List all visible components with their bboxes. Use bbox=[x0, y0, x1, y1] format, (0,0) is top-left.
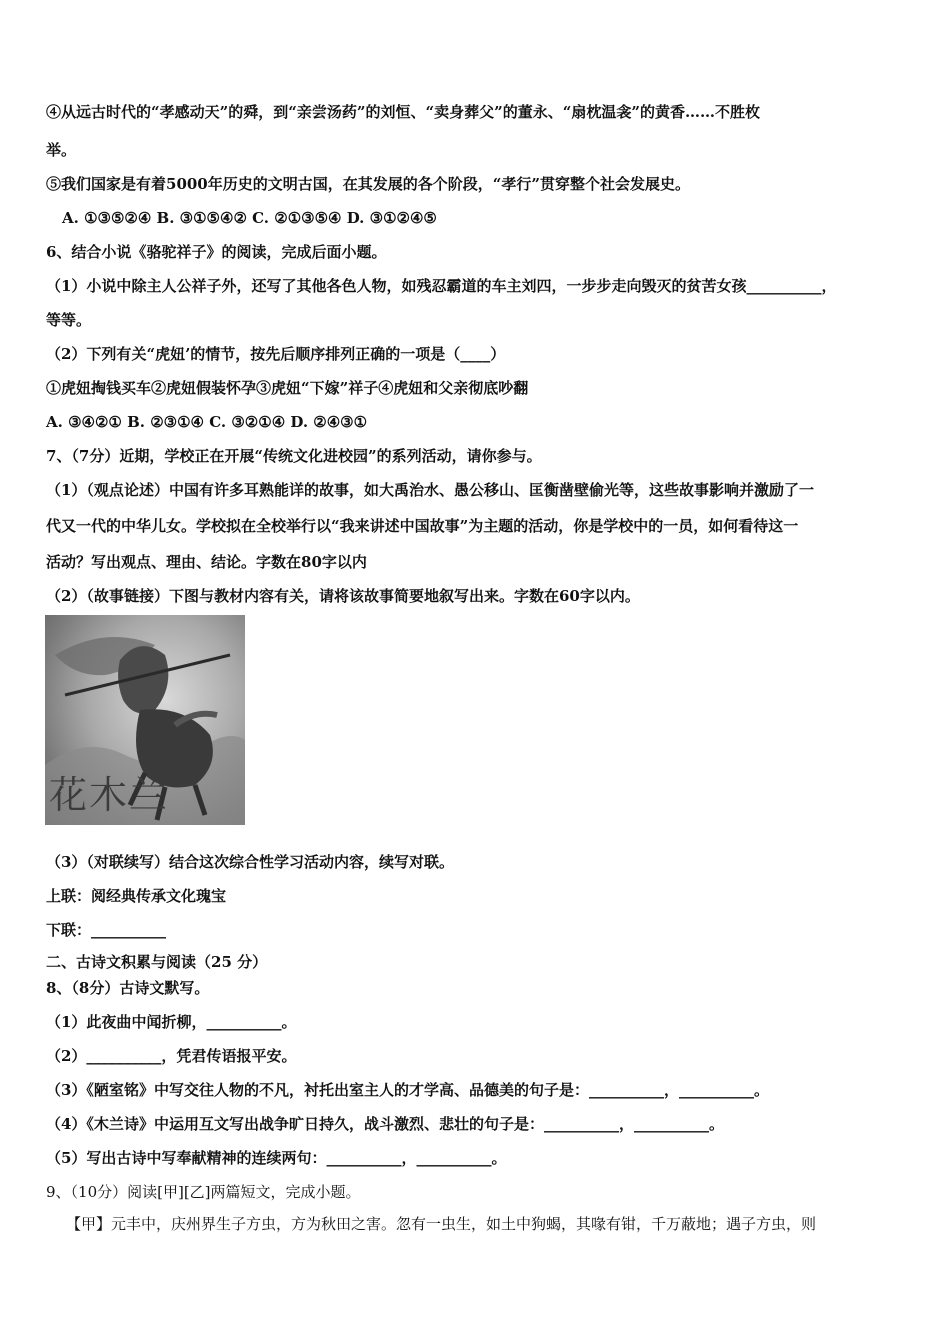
q6-title: 6、结合小说《骆驼祥子》的阅读，完成后面小题。 bbox=[46, 243, 387, 261]
q8-2: （2）__________，凭君传语报平安。 bbox=[46, 1047, 297, 1065]
q8-3: （3）《陋室铭》中写交往人物的不凡，衬托出室主人的才学高、品德美的句子是：__________，__________。 bbox=[46, 1081, 769, 1099]
q7-title: 7、（7分）近期，学校正在开展“传统文化进校园”的系列活动，请你参与。 bbox=[46, 447, 542, 465]
q6-2-items: ①虎妞掏钱买车②虎妞假装怀孕③虎妞“下嫁”祥子④虎妞和父亲彻底吵翻 bbox=[46, 379, 529, 397]
mulan-figure bbox=[45, 615, 245, 825]
q8-title: 8、（8分）古诗文默写。 bbox=[46, 979, 210, 997]
q9-passage-a: 【甲】元丰中，庆州界生子方虫，方为秋田之害。忽有一虫生，如土中狗蝎，其喙有钳，千万蔽地；遇子方虫，则 bbox=[66, 1215, 817, 1233]
q8-4: （4）《木兰诗》中运用互文写出战争旷日持久，战斗激烈、悲壮的句子是：__________，__________。 bbox=[46, 1115, 724, 1133]
q7-1-a: （1）（观点论述）中国有许多耳熟能详的故事，如大禹治水、愚公移山、匡衡凿壁偷光等，这些故事影响并激励了一 bbox=[46, 481, 814, 499]
q6-1: （1）小说中除主人公祥子外，还写了其他各色人物，如残忍霸道的车主刘四，一步步走向毁灭的贫苦女孩__________， bbox=[46, 277, 837, 295]
q6-1-cont: 等等。 bbox=[46, 311, 92, 329]
q5-choices: A. ①③⑤②④ B. ③①⑤④② C. ②①③⑤④ D. ③①②④⑤ bbox=[62, 209, 437, 227]
q7-1-b: 代又一代的中华儿女。学校拟在全校举行以“我来讲述中国故事”为主题的活动，你是学校中的一员，如何看待这一 bbox=[46, 517, 799, 535]
q7-3: （3）（对联续写）结合这次综合性学习活动内容，续写对联。 bbox=[46, 853, 454, 871]
q8-5: （5）写出古诗中写奉献精神的连续两句：__________，__________。 bbox=[46, 1149, 507, 1167]
q6-2-choices: A. ③④②① B. ②③①④ C. ③②①④ D. ②④③① bbox=[46, 413, 368, 431]
mulan-caption: 花木兰 bbox=[49, 773, 170, 817]
section-2-title: 二、古诗文积累与阅读（25 分） bbox=[46, 953, 268, 971]
q7-2: （2）（故事链接）下图与教材内容有关，请将该故事简要地叙写出来。字数在60字以内。 bbox=[46, 587, 640, 605]
couplet-upper: 上联：阅经典传承文化瑰宝 bbox=[46, 887, 227, 905]
line-5-option: ⑤我们国家是有着5000年历史的文明古国，在其发展的各个阶段，“孝行”贯穿整个社会发展史。 bbox=[46, 175, 691, 193]
q8-1: （1）此夜曲中闻折柳，__________。 bbox=[46, 1013, 297, 1031]
couplet-lower: 下联：__________ bbox=[46, 921, 167, 939]
line-4-option: ④从远古时代的“孝感动天”的舜，到“亲尝汤药”的刘恒、“卖身葬父”的董永、“扇枕温衾”的黄香……不胜枚 bbox=[46, 103, 761, 121]
q7-1-c: 活动？写出观点、理由、结论。字数在80字以内 bbox=[46, 553, 367, 571]
line-4-cont: 举。 bbox=[46, 141, 77, 159]
q6-2: （2）下列有关“虎妞’的情节，按先后顺序排列正确的一项是（____） bbox=[46, 345, 506, 363]
q9-title: 9、（10分）阅读[甲][乙]两篇短文，完成小题。 bbox=[46, 1183, 361, 1201]
